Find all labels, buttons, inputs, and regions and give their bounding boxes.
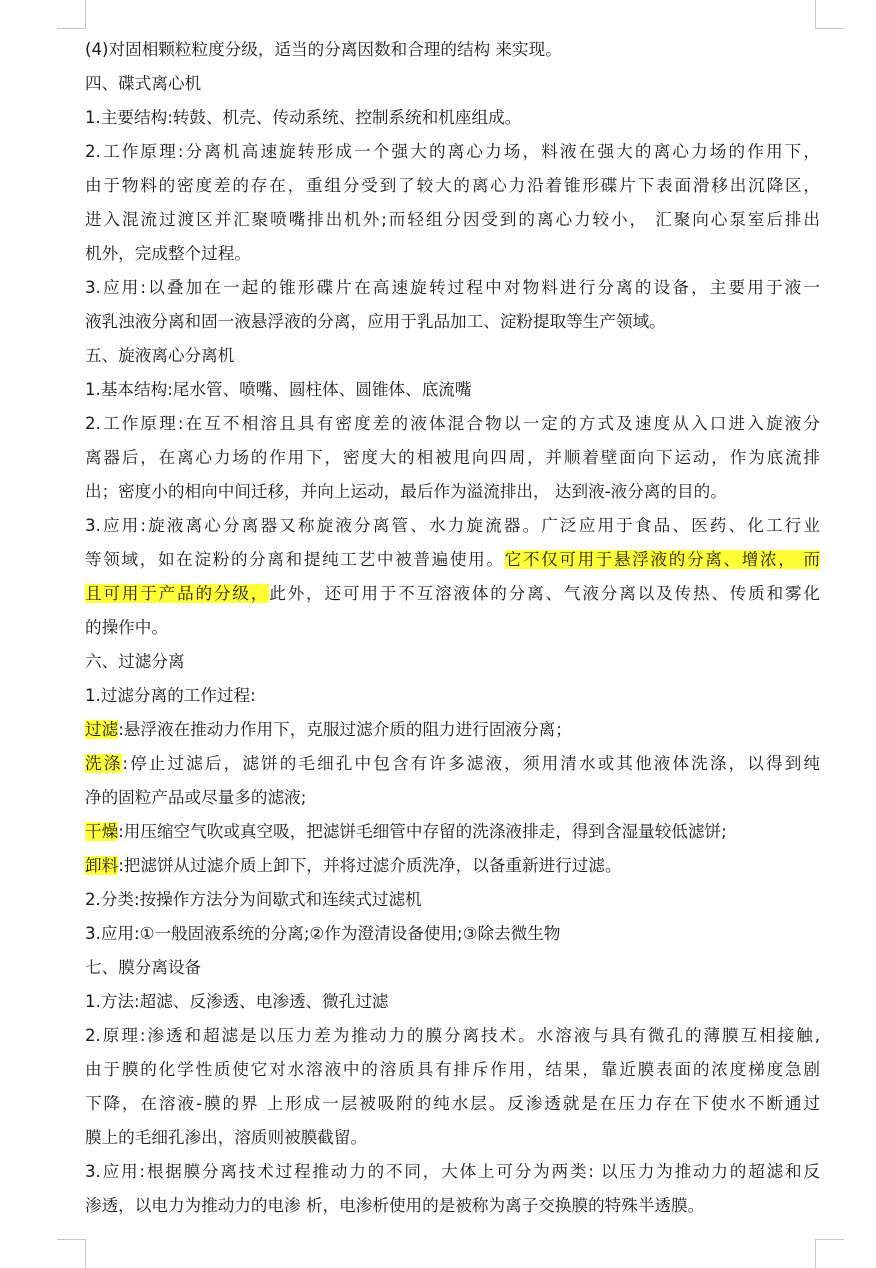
text-segment: :用压缩空气吹或真空吸，把滤饼毛细管中存留的洗涤液排走，得到含湿量较低滤饼; [118,822,727,841]
text-segment: 的操作中。 [85,618,168,637]
text-line [85,271,820,305]
text-segment: 1.方法:超滤、反渗透、电渗透、微孔过滤 [85,992,389,1011]
text-segment: 等领域，如在淀粉的分离和提纯工艺中被普遍使用。 [85,550,505,569]
text-segment: 五、旋液离心分离机 [85,346,235,365]
text-segment: 由于物料的密度差的存在，重组分受到了较大的离心力沿着锥形碟片下表面滑移出沉降区， [85,176,820,195]
text-segment: 1.过滤分离的工作过程: [85,686,256,705]
text-line [85,917,820,951]
text-segment: 净的固粒产品或尽量多的滤液; [85,788,307,807]
text-line [85,543,820,577]
text-segment: 液乳浊液分离和固一液悬浮液的分离，应用于乳品加工、淀粉提取等生产领域。 [85,312,666,331]
text-line [85,679,820,713]
text-segment: 膜上的毛细孔渗出，溶质则被膜截留。 [85,1128,368,1147]
text-segment: 离器后，在离心力场的作用下，密度大的相被甩向四周，并顺着壁面向下运动，作为底流排 [85,448,820,467]
text-line [85,1087,820,1121]
text-segment: 机外，完成整个过程。 [85,244,251,263]
highlighted-text: 它不仅可用于悬浮液的分离、增浓， 而 [504,550,820,569]
text-line [85,237,820,271]
text-line [85,67,820,101]
text-segment: 六、过滤分离 [85,652,185,671]
text-line [85,611,820,645]
text-line [85,951,820,985]
text-segment: 3.应用:根据膜分离技术过程推动力的不同，大体上可分为两类: 以压力为推动力的超滤和反 [85,1162,820,1181]
text-segment: :悬浮液在推动力作用下，克服过滤介质的阻力进行固液分离； [118,720,572,739]
text-segment: 3.应用:旋液离心分离器又称旋液分离管、水力旋流器。广泛应用于食品、医药、化工行业 [85,516,820,535]
text-line [85,781,820,815]
highlighted-text: 过滤 [85,720,119,739]
text-line [85,1155,820,1189]
text-line [85,373,820,407]
text-line [85,1019,820,1053]
highlighted-text: 卸料 [85,856,119,875]
text-line [85,849,820,883]
text-line [85,1189,820,1223]
corner-mark-top-left [57,0,86,29]
text-line [85,747,820,781]
text-segment: 2.原理:渗透和超滤是以压力差为推动力的膜分离技术。水溶液与具有微孔的薄膜互相接触, [85,1026,820,1045]
text-segment: 1.主要结构:转鼓、机壳、传动系统、控制系统和机座组成。 [85,108,522,127]
text-line [85,509,820,543]
highlighted-text: 且可用于产品的分级， [85,584,270,603]
highlighted-text: 干燥 [85,822,119,841]
text-line [85,883,820,917]
text-line [85,577,820,611]
document-body [85,33,820,1223]
text-segment: 3.应用:①一般固液系统的分离;②作为澄清设备使用;③除去微生物 [85,924,561,943]
text-segment: 3.应用:以叠加在一起的锥形碟片在高速旋转过程中对物料进行分离的设备，主要用于液一 [85,278,820,297]
text-line [85,169,820,203]
text-line [85,713,820,747]
text-segment: (4)对固相颗粒粒度分级，适当的分离因数和合理的结构 来实现。 [85,40,562,59]
text-line [85,203,820,237]
text-line [85,1121,820,1155]
text-line [85,441,820,475]
text-line [85,101,820,135]
corner-mark-bottom-right [815,1239,844,1268]
text-segment: :停止过滤后，滤饼的毛细孔中包含有许多滤液，须用清水或其他液体洗涤，以得到纯 [122,754,820,773]
text-line [85,33,820,67]
corner-mark-top-right [815,0,844,29]
text-line [85,985,820,1019]
text-segment: 2.工作原理:分离机高速旋转形成一个强大的离心力场，料液在强大的离心力场的作用下， [85,142,820,161]
text-line [85,305,820,339]
text-line [85,407,820,441]
text-line [85,1053,820,1087]
text-segment: 进入混流过渡区并汇聚喷嘴排出机外;而轻组分因受到的离心力较小， 汇聚向心泵室后排出 [85,210,820,229]
text-segment: :把滤饼从过滤介质上卸下，并将过滤介质洗净，以备重新进行过滤。 [118,856,622,875]
text-segment: 1.基本结构:尾水管、喷嘴、圆柱体、圆锥体、底流嘴 [85,380,472,399]
corner-mark-bottom-left [57,1239,86,1268]
text-line [85,815,820,849]
text-line [85,475,820,509]
text-segment: 四、碟式离心机 [85,74,202,93]
text-segment: 渗透，以电力为推动力的电渗 析，电渗析使用的是被称为离子交换膜的特殊半透膜。 [85,1196,705,1215]
text-segment: 2.工作原理:在互不相溶且具有密度差的液体混合物以一定的方式及速度从入口进入旋液分 [85,414,820,433]
text-segment: 七、膜分离设备 [85,958,202,977]
text-segment: 下降，在溶液-膜的界 上形成一层被吸附的纯水层。反渗透就是在压力存在下使水不断通过 [85,1094,820,1113]
text-segment: 此外，还可用于不互溶液体的分离、气液分离以及传热、传质和雾化 [269,584,820,603]
text-line [85,339,820,373]
text-segment: 出；密度小的相向中间迁移，并向上运动，最后作为溢流排出， 达到液-液分离的目的。 [85,482,727,501]
text-line [85,645,820,679]
text-line [85,135,820,169]
text-segment: 2.分类:按操作方法分为间歇式和连续式过滤机 [85,890,422,909]
highlighted-text: 洗涤 [85,754,123,773]
text-segment: 由于膜的化学性质使它对水溶液中的溶质具有排斥作用，结果，靠近膜表面的浓度梯度急剧 [85,1060,820,1079]
